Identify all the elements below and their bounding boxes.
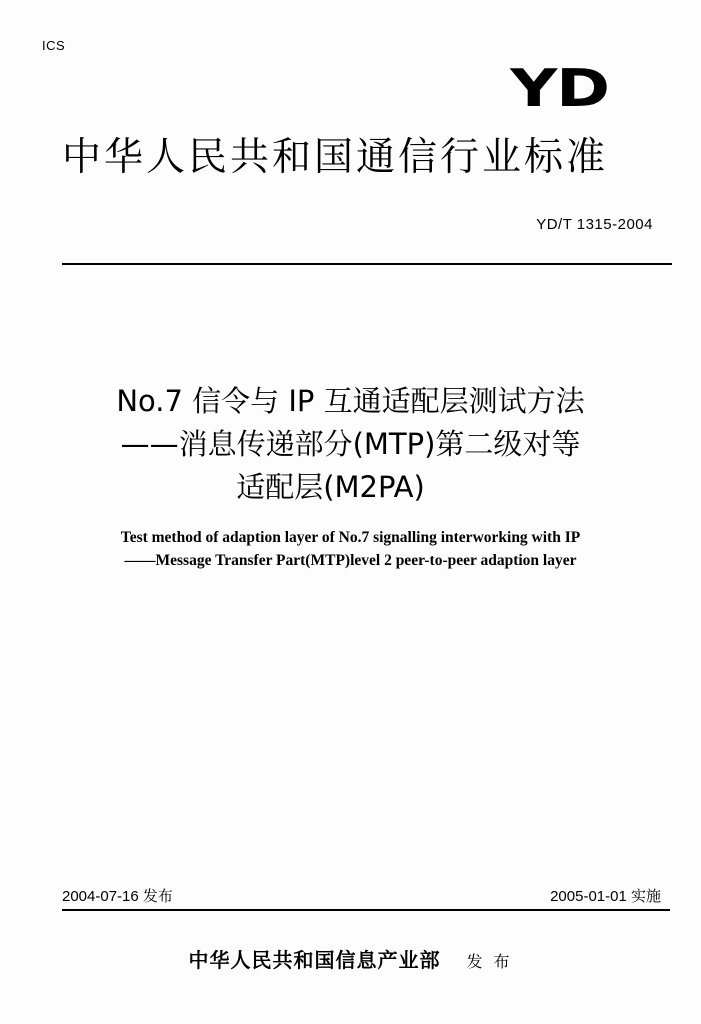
english-title bbox=[0, 526, 701, 572]
publisher-name: 中华人民共和国信息产业部 bbox=[188, 948, 441, 972]
yd-logo: YD bbox=[510, 59, 609, 119]
issue-date: 2004-07-16 发布 bbox=[62, 888, 173, 905]
standard-category-title: 中华人民共和国通信行业标准 bbox=[62, 135, 609, 180]
english-title-line-1: Test method of adaption layer of No.7 signalling interworking with IP bbox=[120, 529, 581, 546]
standard-code: YD/T 1315-2004 bbox=[536, 216, 653, 233]
publisher-line bbox=[0, 944, 701, 973]
implementation-date: 2005-01-01 实施 bbox=[550, 888, 661, 905]
chinese-title-line-1: No.7 信令与 IP 互通适配层测试方法 bbox=[116, 384, 585, 418]
top-divider bbox=[62, 263, 672, 265]
publish-action: 发 布 bbox=[466, 952, 513, 971]
chinese-title-line-2: ——消息传递部分(MTP)第二级对等 bbox=[120, 427, 581, 461]
ics-label: ICS bbox=[42, 38, 66, 53]
english-title-line-2: ——Message Transfer Part(MTP)level 2 peer-to-peer adaption layer bbox=[124, 552, 577, 569]
chinese-title-line-3: 适配层(M2PA) bbox=[236, 470, 425, 504]
chinese-title bbox=[0, 380, 701, 509]
bottom-divider bbox=[62, 909, 670, 911]
